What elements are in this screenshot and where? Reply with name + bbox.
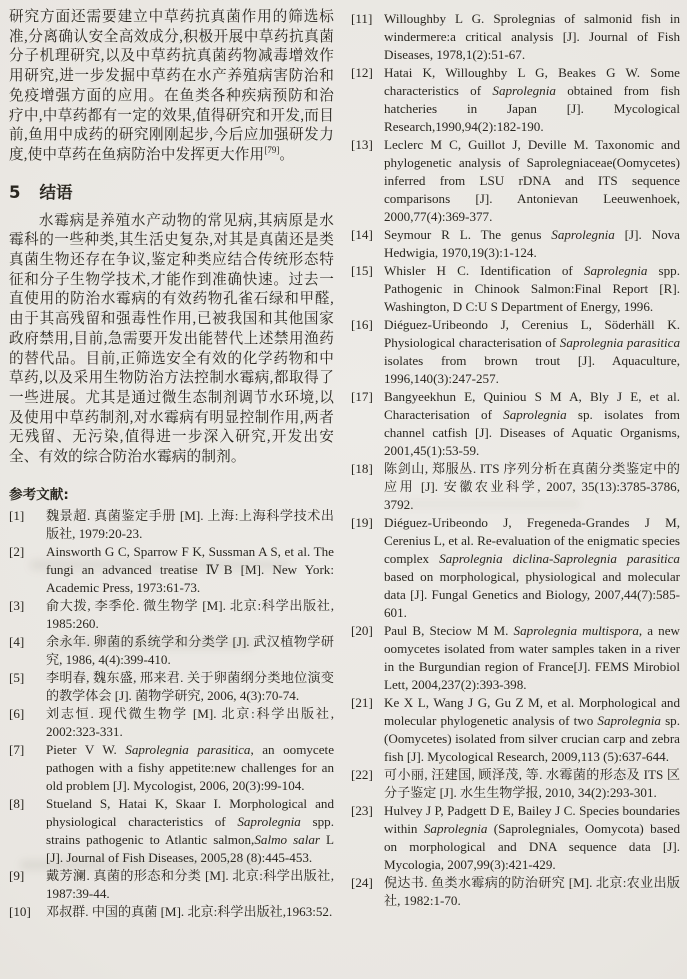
references-list-right: [351, 10, 680, 910]
reference-item: [351, 766, 680, 802]
reference-text: 可小丽, 汪建国, 顾泽茂, 等. 水霉菌的形态及 ITS 区分子鉴定 [J]. 水生生物学报, 2010, 34(2):293-301.: [384, 767, 680, 800]
reference-text: Hulvey J P, Padgett D E, Bailey J C. Species boundaries within Saprolegnia (Saprolegniales, Oomycota) based on morphological and DNA sequence data [J]. Mycologia, 2007,99(3):421-429.: [384, 803, 680, 872]
right-column: [351, 8, 680, 979]
reference-number: [6]: [9, 705, 25, 721]
reference-number: [14]: [351, 227, 373, 242]
reference-item: [351, 316, 680, 388]
reference-item: [351, 64, 680, 136]
reference-text: Hatai K, Willoughby L G, Beakes G W. Some characteristics of Saprolegnia obtained from fish hatcheries in Japan [J]. Mycological Research,1990,94(2):182-190.: [384, 65, 680, 134]
reference-item: [351, 262, 680, 316]
reference-number: [13]: [351, 137, 373, 152]
reference-text: Bangyeekhun E, Quiniou S M A, Bly J E, et al. Characterisation of Saprolegnia sp. isolates from channel catfish [J]. Diseases of Aquatic Organisms, 2001,45(1):53-59.: [384, 389, 680, 458]
reference-text: Whisler H C. Identification of Saprolegnia spp. Pathogenic in Chinook Salmon:Final Report [R]. Washington, D C:U S Department of Energy, 1996.: [384, 263, 680, 314]
section-title: 结语: [39, 182, 73, 202]
reference-number: [7]: [9, 741, 25, 757]
reference-number: [21]: [351, 695, 373, 710]
reference-text: Pieter V W. Saprolegnia parasitica, an oomycete pathogen with a fishy appetite:new challenges for an old problem [J]. Mycologist, 2006, 20(3):99-104.: [46, 741, 335, 793]
reference-text: 俞大拨, 李季伦. 微生物学 [M]. 北京:科学出版社, 1985:260.: [46, 597, 334, 631]
reference-item: [351, 622, 680, 694]
reference-item: [9, 543, 334, 597]
reference-number: [16]: [351, 317, 373, 332]
reference-number: [10]: [9, 903, 31, 919]
reference-text: 刘志恒. 现代微生物学 [M]. 北京:科学出版社, 2002:323-331.: [46, 705, 334, 739]
reference-text: Ainsworth G C, Sparrow F K, Sussman A S, et al. The fungi an advanced treatise ⅣB [M]. New York: Academic Press, 1973:61-73.: [46, 543, 334, 595]
reference-item: [9, 867, 334, 903]
section-number: 5: [9, 182, 21, 202]
reference-text: 戴芳澜. 真菌的形态和分类 [M]. 北京:科学出版社, 1987:39-44.: [46, 867, 334, 901]
reference-item: [351, 874, 680, 910]
section-heading: [9, 179, 334, 203]
reference-item: [9, 669, 334, 705]
reference-number: [15]: [351, 263, 373, 278]
reference-item: [351, 460, 680, 514]
reference-item: [351, 10, 680, 64]
reference-text: Paul B, Steciow M M. Saprolegnia multispora, a new oomycetes isolated from water samples taken in a river in the Burgundian region of France[J]. FEMS Mirobiol Lett, 2004,237(2):393-398.: [384, 623, 681, 692]
reference-item: [9, 795, 334, 867]
reference-item: [351, 514, 680, 622]
reference-item: [351, 388, 680, 460]
reference-text: 邓叔群. 中国的真菌 [M]. 北京:科学出版社,1963:52.: [46, 903, 333, 919]
reference-text: Ke X L, Wang J G, Gu Z M, et al. Morphological and molecular phylogenetic analysis of two Saprolegnia sp. (Oomycetes) isolated from silver crucian carp and zebra fish [J]. Mycological Research, 2009,113 (5):637-644.: [384, 695, 680, 764]
reference-text: Diéguez-Uribeondo J, Cerenius L, Söderhäll K. Physiological characterisation of Saprolegnia parasitica isolates from brown trout [J]. Aquaculture, 1996,140(3):247-257.: [384, 317, 680, 386]
reference-item: [9, 597, 334, 633]
reference-text: Stueland S, Hatai K, Skaar I. Morphological and physiological characteristics of Saprolegnia spp. strains pathogenic to Atlantic salmon,Salmo salar L [J]. Journal of Fish Diseases, 2005,28 (8):445-453.: [46, 795, 334, 865]
citation-superscript: [79]: [264, 145, 280, 156]
reference-item: [9, 633, 334, 669]
reference-number: [9]: [9, 867, 25, 883]
reference-item: [9, 741, 334, 795]
reference-number: [22]: [351, 767, 373, 782]
reference-number: [23]: [351, 803, 373, 818]
references-list-left: [9, 507, 334, 921]
reference-text: Willoughby L G. Sprolegnias of salmonid fish in windermere:a critical analysis [J]. Journal of Fish Diseases, 1978,1(2):51-67.: [384, 11, 680, 62]
reference-text: 李明春, 魏东盛, 邢来君. 关于卵菌纲分类地位演变的教学体会 [J]. 菌物学研究, 2006, 4(3):70-74.: [46, 669, 334, 703]
reference-item: [351, 694, 680, 766]
reference-item: [9, 705, 334, 741]
reference-number: [20]: [351, 623, 373, 638]
references-heading: 参考文献:: [9, 486, 69, 503]
reference-item: [351, 136, 680, 226]
reference-number: [12]: [351, 65, 373, 80]
reference-text: 陈剑山, 郑服丛. ITS 序列分析在真菌分类鉴定中的应用 [J]. 安徽农业科学, 2007, 35(13):3785-3786, 3792.: [384, 461, 680, 512]
reference-text: Diéguez-Uribeondo J, Fregeneda-Grandes J M, Cerenius L, et al. Re-evaluation of the enigmatic species complex Saprolegnia diclina-Saprolegnia parasitica based on morphological, physiological and molecular data [J]. Fungal Genetics and Biology, 2007,44(7):585-601.: [384, 515, 680, 620]
reference-item: [9, 507, 334, 543]
reference-item: [351, 802, 680, 874]
reference-number: [18]: [351, 461, 373, 476]
reference-number: [8]: [9, 795, 25, 811]
conclusion-paragraph: 水霉病是养殖水产动物的常见病,其病原是水霉科的一些种类,其生活史复杂,对其是真菌还是类真菌生物还存在争议,鉴定种类应结合传统形态特征和分子生物学技术,才能作到准确快速。过去一直使用的防治水霉病的有效药物孔雀石绿和甲醛,由于其高残留和强毒性作用,已被我国和其他国家政府禁用,目前,急需要开发出能替代上述禁用渔药的替代品。目前,正筛选安全有效的化学药物和中草药,以及采用生物防治方法控制水霉病,都取得了一些进展。尤其是通过微生态制剂调节水环境,以及使用中草药制剂,对水霉病有明显控制作用,两者无残留、无污染,值得进一步深入研究,开发出安全、有效的综合防治水霉病的制剂。: [9, 212, 334, 466]
reference-item: [351, 226, 680, 262]
reference-number: [19]: [351, 515, 373, 530]
reference-text: 倪达书. 鱼类水霉病的防治研究 [M]. 北京:农业出版社, 1982:1-70.: [384, 875, 680, 908]
intro-text: 研究方面还需要建立中草药抗真菌作用的筛选标准,分离确认安全高效成分,积极开展中草药抗真菌分子机理研究,以及中草药抗真菌药物减毒增效作用研究,进一步发掘中草药在水产养殖病害防治和免疫增强方面的应用。在鱼类各种疾病预防和治疗中,中草药都有一定的效果,值得研究和开发,而目前,鱼用中成药的研究刚刚起步,今后应加强研发力度,使中草药在鱼病防治中发挥更大作用: [9, 9, 334, 163]
reference-number: [1]: [9, 507, 25, 523]
reference-text: Leclerc M C, Guillot J, Deville M. Taxonomic and phylogenetic analysis of Saprolegniaceae(Oomycetes) inferred from LSU rDNA and ITS sequence comparisons [J]. Antonievan Leeuwenhoek, 2000,77(4):369-377.: [384, 137, 680, 224]
left-column: [9, 8, 334, 979]
reference-number: [3]: [9, 597, 25, 613]
reference-item: [9, 903, 334, 921]
reference-text: 魏景超. 真菌鉴定手册 [M]. 上海:上海科学技术出版社, 1979:20-23.: [46, 507, 334, 541]
intro-paragraph: [9, 8, 334, 166]
reference-number: [4]: [9, 633, 25, 649]
reference-number: [5]: [9, 669, 25, 685]
reference-text: Seymour R L. The genus Saprolegnia [J]. Nova Hedwigia, 1970,19(3):1-124.: [384, 227, 680, 260]
reference-number: [24]: [351, 875, 373, 890]
reference-number: [11]: [351, 11, 373, 26]
reference-text: 余永年. 卵菌的系统学和分类学 [J]. 武汉植物学研究, 1986, 4(4):399-410.: [46, 633, 334, 667]
reference-number: [17]: [351, 389, 373, 404]
intro-period: 。: [279, 146, 295, 163]
reference-number: [2]: [9, 543, 25, 559]
